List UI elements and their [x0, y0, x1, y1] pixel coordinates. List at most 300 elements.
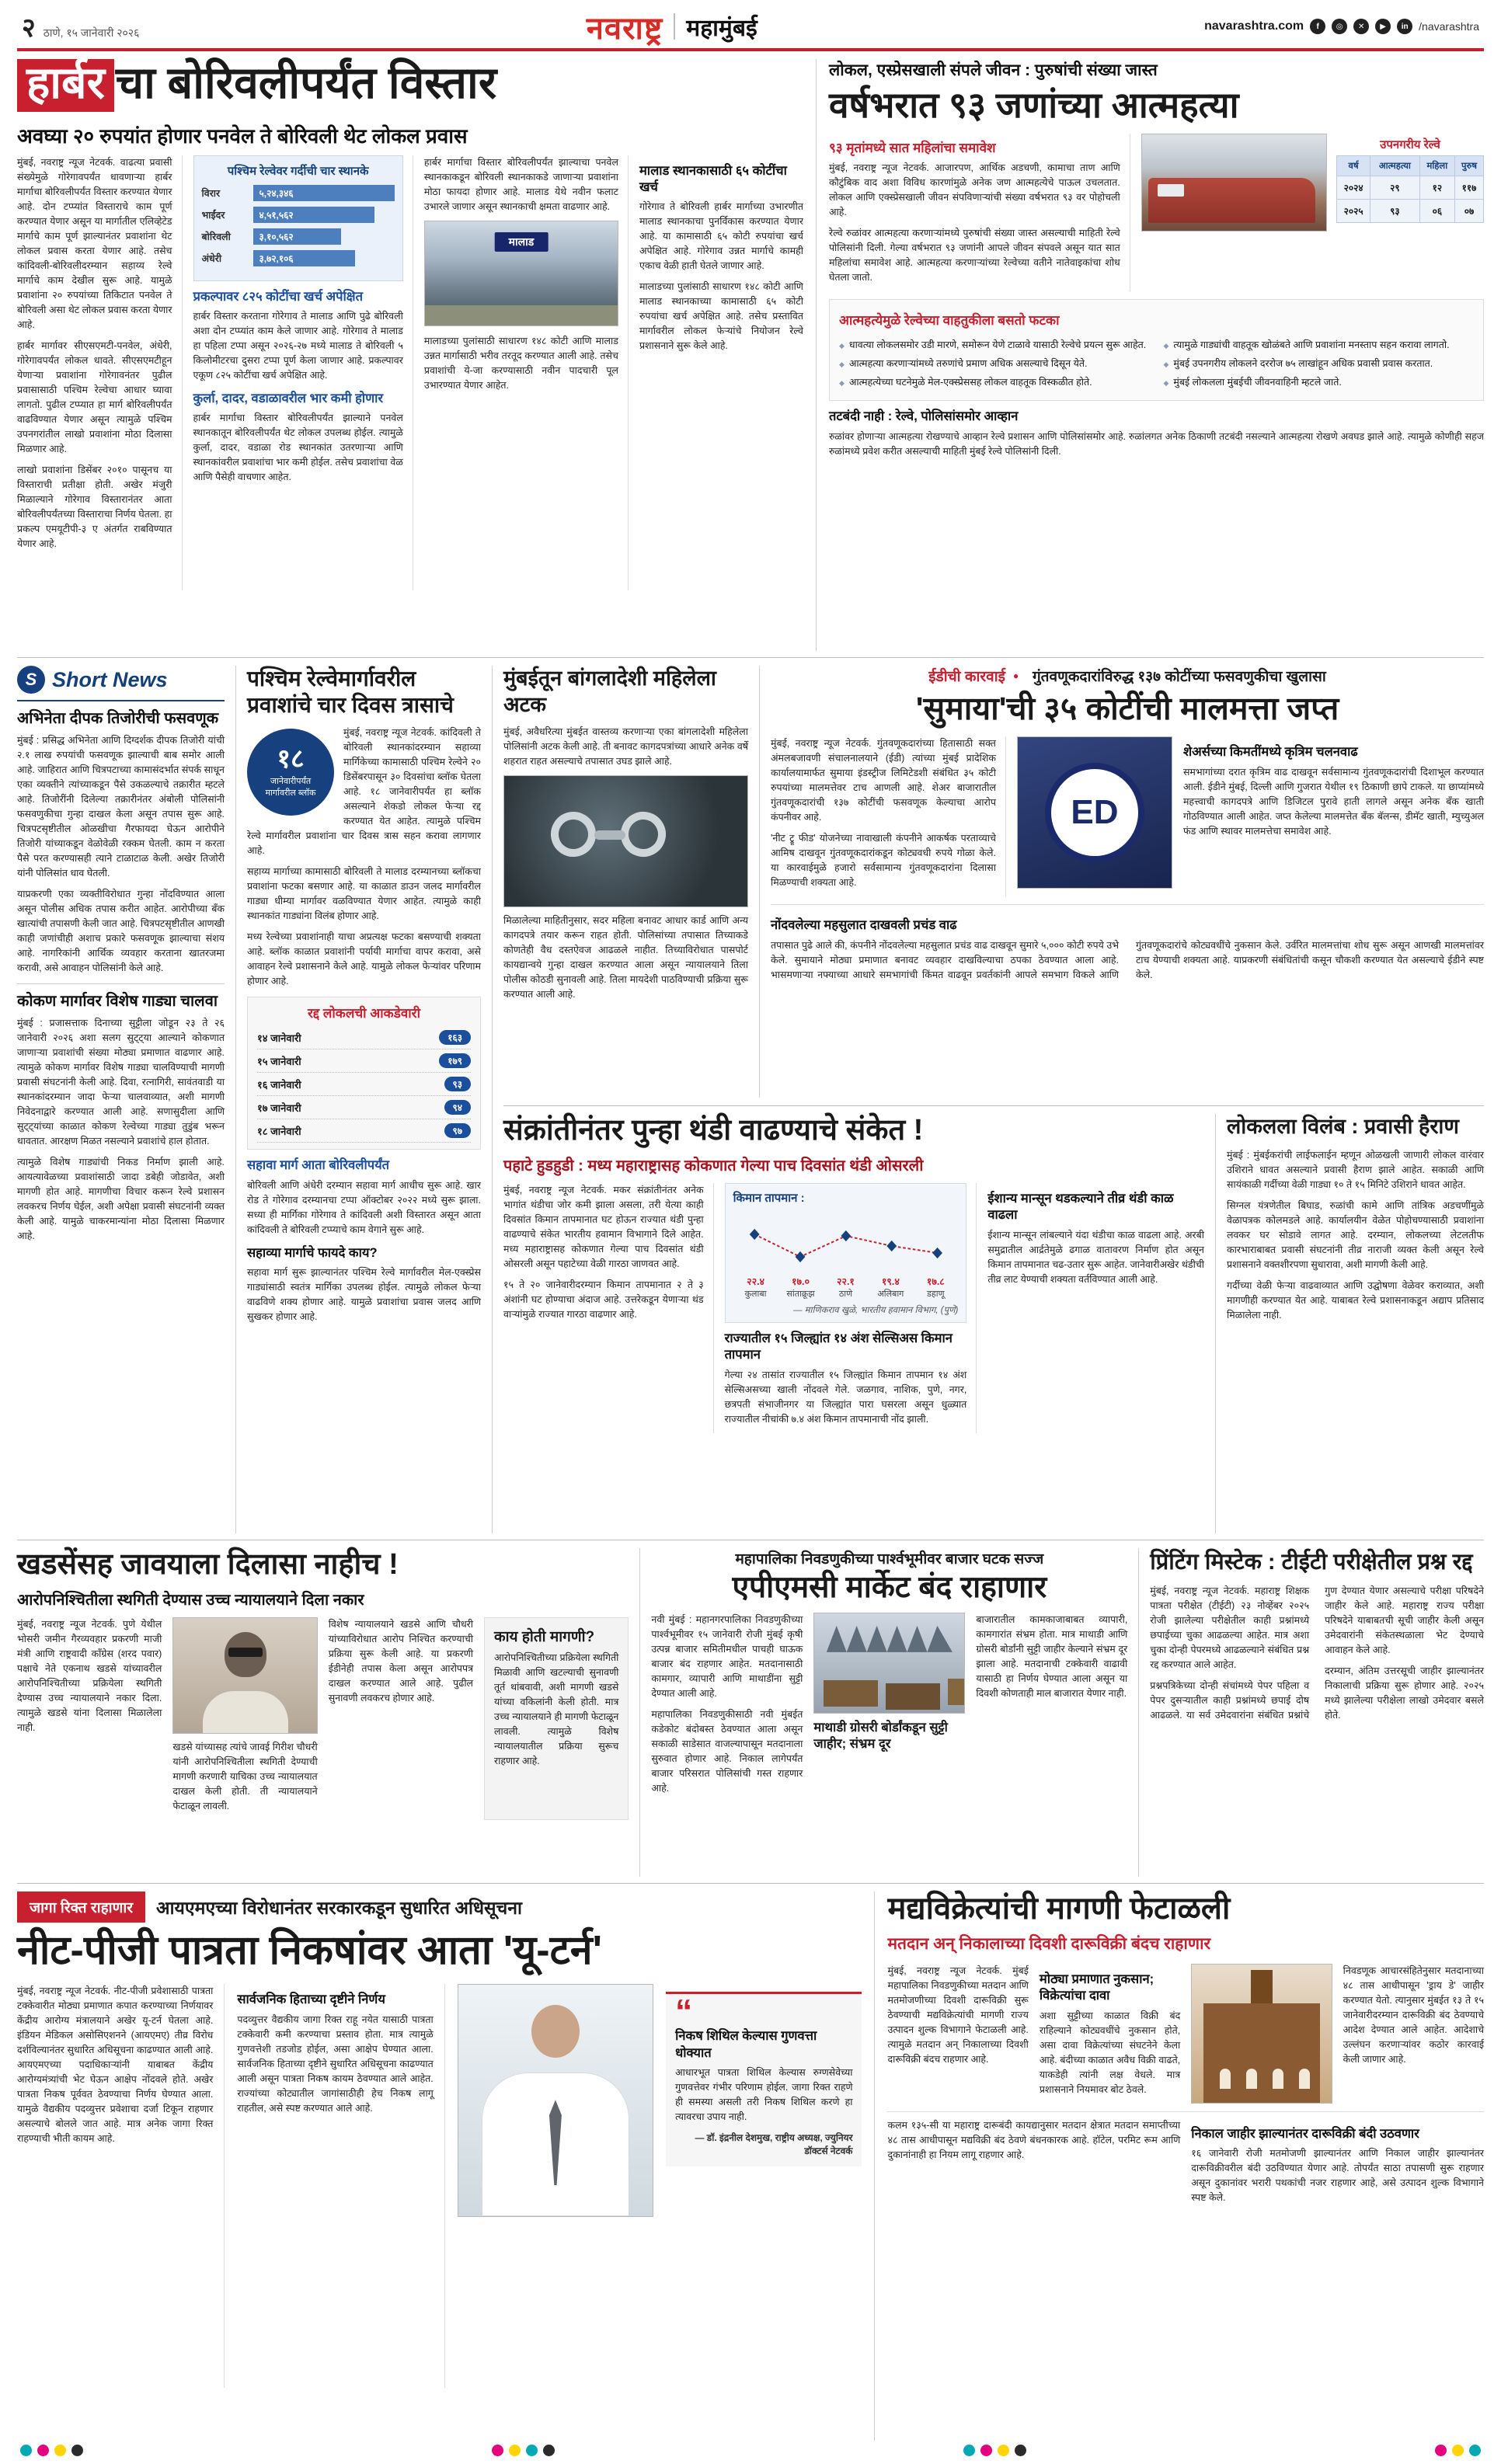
harbor-col-1 [17, 155, 183, 590]
paragraph: सहाय्य मार्गाच्या कामासाठी बोरिवली ते मालाड दरम्यानच्या ब्लॉकचा प्रवाशांना फटका बसणार आहे. या काळात डाउन जलद मार्गावरील गाड्या धीम्या मार्गावर वळविण्यात येणार आहेत. त्यामुळे काही स्थानकांत गाड्यांना विलंब होणार आहे. [247, 866, 481, 922]
cell: १२ [1419, 176, 1454, 199]
registration-dot-group [492, 2445, 555, 2456]
ed-col-1 [771, 736, 1006, 896]
demand-title: काय होती मागणी? [494, 1628, 595, 1645]
yellow-dot [1452, 2445, 1464, 2456]
suicide-subhead: ९३ मृतांमध्ये सात महिलांचा समावेश [828, 140, 996, 155]
quote-attribution: — डॉ. इंद्रनील देशमुख, राष्ट्रीय अध्यक्ष, ज्युनियर डॉक्टर्स नेटवर्क [695, 2132, 853, 2157]
cyan-dot [963, 2445, 975, 2456]
suicide-headline: वर्षभरात ९३ जणांच्या आत्महत्या [828, 85, 1239, 125]
city-name: सांताक्रूझ [786, 1289, 815, 1299]
bar-row [202, 250, 395, 266]
liquor-bottom-col-1 [887, 2118, 1180, 2212]
paragraph: दरम्यान, अंतिम उत्तरसूची जाहीर झाल्यानंतर निकालाची प्रक्रिया सुरू होणार आहे. २०२५ मध्ये झालेल्या परीक्षेला लाखो उमेदवार बसले होते. [1325, 1665, 1484, 1721]
middle-row-2 [503, 1105, 1484, 1533]
article-cold-wave [503, 1114, 1216, 1533]
harbor-headline [17, 59, 803, 112]
liquor-columns [887, 1964, 1484, 2104]
weather-sub2-title: ईशान्य मान्सून थडकल्याने तीव्र थंडी काळ वाढला [987, 1191, 1174, 1223]
badge-text: जानेवारीपर्यंत मार्गावरील ब्लॉक [265, 777, 316, 798]
paragraph: सहावा मार्ग सुरू झाल्यानंतर पश्चिम रेल्वे मार्गावरील मेल-एक्स्प्रेस गाड्यांसाठी स्वतंत्र मार्गिका उपलब्ध होईल. त्यामुळे लोकल फेऱ्या वाढविणे शक्य होणार आहे. यामुळे प्रवाशांचा प्रवास जलद आणि सुखकर होणार आहे. [247, 1267, 481, 1323]
temperature-value: १९.४ [881, 1276, 900, 1287]
paragraph: मुंबई, नवराष्ट्र न्यूज नेटवर्क. मुंबई महापालिका निवडणुकीच्या मतदान आणि मतमोजणीच्या दिवशी दारूविक्री सुरू ठेवण्याची मद्यविक्रेत्यांची मागणी राज्य उत्पादन शुल्क विभागाने फेटाळली आहे. त्यामुळे मतदान अन् निकालाच्या दिवशी दारूविक्री बंदच राहणार आहे. [887, 1965, 1029, 2065]
court-tower [1251, 1970, 1273, 2003]
paragraph: हार्बर विस्तार करताना गोरेगाव ते मालाड आणि पुढे बोरिवली अशा दोन टप्प्यांत काम केले जाणार आहे. गोरेगाव ते मालाड हा पहिला टप्पा असून २०२६-२७ मध्ये मालाड ते बोरिवली ५ किलोमीटरचा दुसरा टप्पा पूर्ण केला जाणार आहे. प्रकल्पावर एकूण ८२५ कोटींचा खर्च अपेक्षित आहे. [193, 310, 403, 381]
paragraph: विशेष न्यायालयाने खडसे आणि चौधरी यांच्याविरोधात आरोप निश्चित करण्याची प्रक्रिया सुरू केली आहे. या प्रकरणी ईडीनेही तपास केला असून आरोपपत्र दाखल करण्यात आले आहे. पुढील सुनावणी लवकरच होणार आहे. [328, 1618, 474, 1704]
edition-date: ठाणे, १५ जानेवारी २०२६ [43, 26, 140, 39]
paragraph: मुंबई, नवराष्ट्र न्यूज नेटवर्क. कांदिवली ते बोरिवली स्थानकांदरम्यान सहाव्या मार्गिकेच्या कामासाठी पश्चिम रेल्वेने २० डिसेंबरपासून ३० दिवसांचा ब्लॉक घेतला आहे. १८ जानेवारीपर्यंत हा ब्लॉक असल्याने शेकडो लोकल फेऱ्या रद्द करण्यात येत आहेत. त्यामुळे पश्चिम रेल्वे मार्गावरील प्रवाशांना चार दिवस त्रास सहन करावा लागणार आहे. [247, 727, 481, 857]
city-cell [733, 1275, 778, 1300]
apmc-market-photo [813, 1613, 965, 1714]
ed-kicker [771, 666, 1484, 686]
divider [17, 983, 225, 984]
liquor-col-photo [1191, 1964, 1332, 2104]
handcuffs-photo [503, 775, 748, 907]
middle-row-1 [503, 666, 1484, 1098]
load-section-title: कुर्ला, दादर, वडाळावरील भार कमी होणार [193, 391, 384, 405]
neet-col-photo [458, 1984, 653, 2388]
bar-value: ३,१०,५६२ [259, 231, 294, 242]
bar-row [202, 228, 395, 245]
suicide-media-column [1141, 134, 1484, 291]
khadse-portrait-photo [172, 1617, 317, 1734]
paragraph: मुंबई, नवराष्ट्र न्यूज नेटवर्क. वाढत्या प्रवासी संख्येमुळे गोरेगावपर्यंत धावणाऱ्या हार्बर मार्गाचा बोरिवलीपर्यंत विस्तार करण्यात येणार आहे. दोन टप्प्यांत विस्ताराचे काम पूर्ण करण्यात येणार असून या मार्गातील एलिव्हेटेड मार्गाचे काम पूर्ण झाल्यानंतर प्रवाशांना थेट लोकल प्रवास करता येणार आहे. तसेच कांदिवली-बोरिवलीदरम्यान सहाय्य रेल्वे मार्गाचे काम देखील सुरू आहे. यामुळे प्रवाशांना २० रुपयांच्या तिकिटात पनवेल ते बोरिवली असा थेट लोकल प्रवास करता येणार आहे. [17, 156, 172, 330]
khadse-col-3 [329, 1617, 473, 1820]
masthead-left [22, 9, 139, 44]
khadse-col-4 [484, 1617, 629, 1820]
bullet: ◆ त्यामुळे गाड्यांची वाहतूक खोळंबते आणि प्रवाशांना मनस्ताप सहन करावा लागतो. [1163, 338, 1474, 352]
magenta-dot [37, 2445, 49, 2456]
quote-text: आधारभूत पात्रता शिथिल केल्यास रुग्णसेवेच्या गुणवत्तेवर गंभीर परिणाम होईल. जागा रिक्त राहणे ही समस्या असली तरी निकष शिथिल करणे हा त्यावरचा उपाय नाही. [675, 2067, 853, 2123]
ed-col-3 [1183, 736, 1484, 896]
sixth-line-title: सहावा मार्ग आता बोरिवलीपर्यंत [247, 1158, 390, 1173]
yellow-dot [54, 2445, 66, 2456]
cancelled-row [257, 1096, 471, 1119]
paragraph: मुंबई, नवराष्ट्र न्यूज नेटवर्क. नीट-पीजी प्रवेशासाठी पात्रता टक्केवारीत मोठ्या प्रमाणात कपात करण्याच्या निर्णयावर केंद्रीय आरोग्य मंत्रालयाने अखेर यू-टर्न घेतला आहे. इंडियन मेडिकल असोसिएशनने (आयएमए) तीव्र विरोध दर्शविल्यानंतर सुधारित अधिसूचना काढण्यात आली आहे. आयएमएच्या पदाधिकाऱ्यांनी याबाबत केंद्रीय आरोग्यमंत्र्यांची भेट घेऊन आक्षेप नोंदवले होते. अखेर पात्रता निकष पूर्ववत ठेवण्याचा निर्णय घेण्यात आला. यामुळे वैद्यकीय पदव्युत्तर प्रवेशाचा दर्जा टिकून राहणार असल्याचे बोलले जात आहे. मात्र अनेक जागा रिक्त राहण्याची भीती कायम आहे. [17, 1985, 214, 2145]
min-temperature-chart [725, 1183, 967, 1323]
table-row [1337, 199, 1484, 222]
article-liquor-ban [875, 1892, 1484, 2441]
paragraph: प्रश्नपत्रिकेच्या दोन्ही संचांमध्ये पेपर पहिला व पेपर दुसऱ्यातील काही प्रश्नांमध्ये छपाई दोष आढळले. या सर्व उमेदवारांना संबंधित प्रश्नांचे गुण देण्यात येणार असल्याचे परीक्षा परिषदेने जाहीर केले आहे. महाराष्ट्र राज्य परीक्षा परिषदेने याबाबतची सूची जाहीर केली असून उमेदवारांनी संकेतस्थळाला भेट देण्याचे आवाहन केले आहे. [1150, 1585, 1484, 1721]
masthead-right [1204, 19, 1479, 34]
paragraph: मुंबई, नवराष्ट्र न्यूज नेटवर्क. महाराष्ट्र शिक्षक पात्रता परीक्षेत (टीईटी) २३ नोव्हेंबर २०२५ रोजी झालेल्या परीक्षेतील काही प्रश्नांमध्ये छपाईच्या चुका आढळल्या आहेत. मात्र अशा चुका दोन्ही पेपरमध्ये आढळल्याने संबंधित प्रश्न रद्द करण्यात आले आहेत. [1150, 1585, 1310, 1671]
neet-columns [17, 1984, 862, 2388]
temperature-value: १७.८ [926, 1276, 945, 1287]
bar-value: ५,२४,३४६ [259, 187, 294, 199]
short-news-column [17, 666, 236, 1533]
liquor-headline: मद्यविक्रेत्यांची मागणी फेटाळली [887, 1892, 1231, 1926]
row-lower-middle [17, 1540, 1484, 1877]
linkedin-icon: in [1397, 19, 1412, 34]
apmc-col-2 [813, 1613, 965, 1802]
bar-row [202, 207, 395, 223]
article-harbor-extension [17, 59, 817, 651]
station-name: विरार [201, 187, 221, 199]
paragraph: रेल्वे रुळांवर आत्महत्या करणाऱ्यांमध्ये पुरुषांची संख्या जास्त असल्याची माहिती रेल्वे पोलिसांनी दिली. गेल्या वर्षभरात ९३ जणांनी आपले जीवन संपवले असून यात सात महिलांचा समावेश आहे. आत्महत्या करणाऱ्यांच्या रेल्वेच्या वतीने नातेवाइकांचा शोध घेतला जातो. [828, 227, 1120, 283]
city-name: कुलाबा [744, 1289, 767, 1299]
social-handle: /navarashtra [1419, 20, 1479, 33]
weather-col-1 [503, 1183, 714, 1433]
neet-topbar [17, 1892, 862, 1923]
chart-city-labels [733, 1275, 959, 1300]
bar-value: ३,७२,१०६ [259, 252, 294, 264]
paragraph: तपासात पुढे आले की, कंपनीने नोंदवलेल्या महसुलात प्रचंड वाढ दाखवून सुमारे ५,००० कोटी रुपये उभे केले. सुमायाने मोठ्या प्रमाणात बनावट व्यवहार दाखविल्याचा ठपका ठेवण्यात आला आहे. भासमणाऱ्या नफ्याच्या आधारे समभागांची किंमत वाढवून प्रवर्तकांनी आपले समभाग विकले आणि गुंतवणूकदारांचे कोट्यवधींचे नुकसान केले. उर्वरित मालमत्तांचा शोध सुरू असून आणखी मालमत्तांवर टाच येण्याची शक्यता आहे. याप्रकरणी संबंधितांची कसून चौकशी करण्यात येत असल्याचे ईडीने स्पष्ट केले. [771, 939, 1484, 980]
short-news-item-title: अभिनेता दीपक तिजोरीची फसवणूक [17, 710, 219, 727]
paragraph: याप्रकरणी एका व्यक्तीविरोधात गुन्हा नोंदविण्यात आला असून पोलीस अधिक तपास करीत आहेत. आरोपीच्या बँक खात्यांची तपासणी केली जात आहे. चित्रपटसृष्टीतील आणखी काही जणांचीही अशाच प्रकारे फसवणूक झाल्याचा संशय आहे. नागरिकांनी आर्थिक व्यवहार करताना खातरजमा करावी, असे आवाहन पोलिसांनी केले आहे. [17, 889, 225, 973]
article-apmc-closed [640, 1548, 1139, 1877]
impact-box [829, 299, 1484, 401]
paragraph: कलम १३५-सी या महाराष्ट्र दारूबंदी कायद्यानुसार मतदान क्षेत्रात मतदान समाप्तीच्या ४८ तास आधीपासून मद्यविक्री बंद ठेवणे बंधनकारक आहे. हॉटेल, परमिट रूम आणि दुकानांनाही हा नियम लागू राहणार आहे. [887, 2119, 1181, 2160]
neet-red-label: जागा रिक्त राहाणार [17, 1892, 145, 1923]
block-badge [247, 729, 334, 816]
paragraph: ईशान्य मान्सून लांबल्याने यंदा थंडीचा काळ वाढला आहे. अरबी समुद्रातील आर्द्रतेमुळे ढगाळ वातावरण निर्माण होत असून किमान तापमानात चढ-उतार सुरू आहेत. जानेवारीअखेर थंडीची तीव्र लाट येण्याची शक्यता वर्तविण्यात आली आहे. [987, 1229, 1204, 1285]
train-photo [1141, 134, 1327, 231]
col-header: वर्ष [1337, 155, 1370, 176]
public-interest-title: सार्वजनिक हिताच्या दृष्टीने निर्णय [237, 1992, 385, 2007]
suicide-text-column [829, 134, 1130, 291]
bar [253, 185, 395, 201]
portrait-torso [203, 1691, 288, 1733]
city-name: डहाणू [927, 1289, 945, 1299]
apmc-columns [651, 1613, 1127, 1802]
paragraph: नवी मुंबई : महानगरपालिका निवडणुकीच्या पार्श्वभूमीवर १५ जानेवारी रोजी मुंबई कृषी उत्पन्न बाजार समितीमधील पाचही घाऊक बाजार बंद राहणार आहेत. मतदानासाठी कामगार, व्यापारी आणि माथाडींना सुट्टी देण्यात आली आहे. [651, 1613, 803, 1699]
temperature-line-chart [733, 1209, 959, 1269]
portrait-glasses [228, 1648, 263, 1657]
cancelled-row [257, 1026, 471, 1049]
city-cell [823, 1275, 868, 1300]
khadse-columns [17, 1617, 629, 1820]
paragraph: मुंबई, नवराष्ट्र न्यूज नेटवर्क. गुंतवणूकदारांच्या हितासाठी सक्त अंमलबजावणी संचालनालयाने (ईडी) त्यांच्या मुंबई प्रादेशिक कार्यालयामार्फत सुमाया इंडस्ट्रीज लिमिटेडशी संबंधित ३५ कोटी रुपयांच्या मालमत्तेवर टाच आणली आहे. शेअर बाजारातील गुंतवणूकदारांची १३७ कोटींची फसवणूक केल्याचा आरोप कंपनीवर आहे. [771, 738, 996, 823]
paragraph: पदव्युत्तर वैद्यकीय जागा रिक्त राहू नयेत यासाठी पात्रता टक्केवारी कमी करण्याचा प्रस्ताव होता. मात्र त्यामुळे गुणवत्तेशी तडजोड होईल, असा आक्षेप घेण्यात आला. सार्वजनिक हिताच्या दृष्टीने सुधारित अधिसूचना काढण्यात आली असून पात्रता निकष कायम ठेवण्यात आले आहेत. राज्यांच्या कोट्यातील जागांसाठीही हेच निकष लागू राहतील, असे स्पष्ट करण्यात आले आहे. [237, 2013, 434, 2114]
registration-dot-group [963, 2445, 1026, 2456]
ed-logo: ED [1045, 763, 1144, 862]
registration-dot-group [20, 2445, 83, 2456]
paragraph: मुंबई, नवराष्ट्र न्यूज नेटवर्क. पुणे येथील भोसरी जमीन गैरव्यवहार प्रकरणी माजी मंत्री आणि राष्ट्रवादी काँग्रेस (शरद पवार) पक्षाचे नेते एकनाथ खडसे यांच्यावरील आरोपनिश्चितीच्या प्रक्रियेला स्थगिती देण्यास उच्च न्यायालयाने नकार दिला. त्यामुळे खडसे यांना दिलासा मिळालेला नाही. [17, 1618, 162, 1733]
masthead [17, 9, 1484, 51]
city-cell [868, 1275, 913, 1300]
col-header: पुरुष [1455, 155, 1484, 176]
date: १५ जानेवारी [257, 1055, 301, 1067]
apmc-headline: एपीएमसी मार्केट बंद राहाणार [732, 1571, 1047, 1604]
bullet: ◆ मुंबई लोकलला मुंबईची जीवनवाहिनी म्हटले जाते. [1163, 375, 1474, 389]
harbor-subhead: अवघ्या २० रुपयांत होणार पनवेल ते बोरिवली थेट लोकल प्रवास [17, 124, 468, 148]
article-bangladeshi-arrest [503, 666, 760, 1098]
x-icon: ✕ [1353, 19, 1369, 34]
bar-track [253, 207, 395, 223]
liquor-bottom [887, 2111, 1484, 2212]
cell: ०६ [1419, 199, 1454, 222]
harbor-col-2 [193, 155, 413, 590]
court-building-photo [1191, 1964, 1332, 2104]
article-tet-questions [1139, 1548, 1484, 1877]
ed-sub1-title: शेअर्सच्या किमतींमध्ये कृत्रिम चलनवाढ [1182, 745, 1358, 760]
registration-marks [20, 2445, 1481, 2456]
weather-col-2 [725, 1183, 977, 1433]
date: १६ जानेवारी [257, 1078, 301, 1091]
city-name: ठाणे [838, 1289, 853, 1299]
cancelled-row [257, 1119, 471, 1143]
ed-logo-photo [1017, 736, 1172, 889]
article-neet-pg-uturn [17, 1892, 875, 2441]
platform [425, 305, 618, 325]
count-badge: ९७ [444, 1123, 471, 1138]
apmc-kicker: महापालिका निवडणुकीच्या पार्श्वभूमीवर बाजार घटक सज्ज [735, 1551, 1044, 1568]
khadse-col-1 [17, 1617, 162, 1820]
short-news-header [17, 666, 225, 701]
paragraph: गेल्या २४ तासांत राज्यातील १५ जिल्ह्यांत किमान तापमान १४ अंश सेल्सिअसच्या खाली नोंदवले गेले. जळगाव, नाशिक, पुणे, नगर, छत्रपती संभाजीनगर या जिल्ह्यांत पारा घसरला असून धुळ्यात राज्यातील नीचांकी ७.४ अंश किमान तापमानाची नोंद झाली. [724, 1369, 967, 1425]
paragraph: हार्बर मार्गाचा विस्तार बोरिवलीपर्यंत झाल्याचा पनवेल स्थानकाकडून बोरिवली स्थानकाकडे जाणाऱ्या प्रवाशांना मोठा फायदा होणार आहे. मालाड येथे नवीन फलाट उभारले जाणार असून स्थानकाची क्षमता वाढणार आहे. [423, 156, 618, 212]
paragraph: मुंबई : मुंबईकरांची लाईफलाईन म्हणून ओळखली जाणारी लोकल वारंवार उशिराने धावत असल्याने प्रवासी हैराण झाले आहेत. सकाळी आणि सायंकाळी गर्दीच्या वेळी गाड्या १० ते १५ मिनिटे उशिराने धावत आहेत. [1227, 1149, 1484, 1190]
paragraph: मुंबई : प्रजासत्ताक दिनाच्या सुट्टीला जोडून २३ ते २६ जानेवारी २०२६ अशा सलग सुट्ट्या आल्याने कोकणात जाणाऱ्या प्रवाशांची संख्या मोठ्या प्रमाणात वाढणार आहे. त्यामुळे कोकण मार्गावर विशेष गाड्या चालविण्याची मागणी प्रवासी संघटनांनी केली आहे. दिवा, रत्नागिरी, सावंतवाडी या स्थानकांदरम्यान जादा फेऱ्या चालवाव्यात, अशी मागणी निवेदनाद्वारे करण्यात आली आहे. सणासुदीला आणि सुट्ट्यांच्या काळात कोकण रेल्वेच्या गाड्या तुडुंब भरून धावतात. आरक्षण मिळत नसल्याने प्रवाशांचे हाल होतात. [17, 1018, 225, 1147]
bar-track [253, 185, 395, 201]
bar-track [253, 228, 395, 245]
row-top [17, 51, 1484, 651]
date: १७ जानेवारी [257, 1101, 301, 1114]
youtube-icon: ▶ [1375, 19, 1391, 34]
article-khadse-hc [17, 1548, 640, 1877]
tatbandi-title: तटबंदी नाही : रेल्वे, पोलिसांसमोर आव्हान [828, 409, 1019, 424]
loss-title: मोठ्या प्रमाणात नुकसान; विक्रेत्यांचा दावा [1039, 1972, 1154, 2003]
paragraph: खडसे यांच्यासह त्यांचे जावई गिरीश चौधरी यांनी आरोपनिश्चितीला स्थगिती देण्याची मागणी करणारी याचिका उच्च न्यायालयात दाखल केली होती. ती न्यायालयाने फेटाळून लावली. [172, 1741, 318, 1811]
paragraph: 'नीट ट्रू फीड' योजनेच्या नावाखाली कंपनीने आकर्षक परताव्याचे आमिष दाखवून गुंतवणूकदारांकडून कोट्यवधी रुपये गोळा केले. या कारवाईमुळे हजारो सर्वसामान्य गुंतवणूकदारांना दिलासा मिळण्याची शक्यता आहे. [771, 833, 996, 889]
chart-title: पश्चिम रेल्वेवर गर्दीची चार स्थानके [227, 164, 369, 178]
section-name: महामुंबई [686, 15, 757, 41]
masthead-divider [674, 13, 675, 40]
black-dot [1015, 2445, 1026, 2456]
ed-kicker-label: ईडीची कारवाई [928, 669, 1005, 685]
suicide-kicker: लोकल, एस्प्रेसखाली संपले जीवन : पुरुषांची संख्या जास्त [828, 61, 1158, 79]
cancelled-locals-box [247, 997, 481, 1150]
weather-sub1-title: राज्यातील १५ जिल्ह्यांत १४ अंश सेल्सिअस किमान तापमान [724, 1331, 952, 1363]
count-badge: १७९ [439, 1053, 471, 1068]
liquor-col-3 [1343, 1964, 1484, 2104]
bullet-icon: ● [1012, 670, 1019, 681]
paragraph: मध्य रेल्वेच्या प्रवाशांनाही याचा अप्रत्यक्ष फटका बसण्याची शक्यता आहे. ब्लॉक काळात प्रवाशांनी पर्यायी मार्गाचा वापर करावा, असे आवाहन रेल्वे प्रशासनाने केले आहे. यामुळे लोकल फेऱ्यांवर परिणाम होणार आहे. [247, 931, 481, 987]
chart-attribution: — माणिकराव खुळे, भारतीय हवामान विभाग, (पुणे) [792, 1305, 959, 1315]
lift-title: निकाल जाहीर झाल्यानंतर दारूविक्री बंदी उठवणार [1191, 2126, 1419, 2141]
apmc-sublabel: माथाडी ग्रोसरी बोर्डांकडून सुट्टी जाहीर; संभ्रम दूर [813, 1720, 948, 1752]
weather-subhead: पहाटे हुडहुडी : मध्य महाराष्ट्रासह कोकणात गेल्या पाच दिवसांत थंडी ओसरली [503, 1157, 924, 1175]
chart-title: किमान तापमान : [733, 1191, 805, 1205]
paragraph: बोरिवली आणि अंधेरी दरम्यान सहावा मार्ग आधीच सुरू आहे. खार रोड ते गोरेगाव दरम्यानचा टप्पा ऑक्टोबर २०२२ मध्ये सुरू झाला. सध्या ही मार्गिका गोरेगाव ते कांदिवली अशी विस्तारत असून आता कांदिवली ते बोरिवली टप्प्याचे काम वेगाने सुरू आहे. [247, 1179, 481, 1235]
date: १८ जानेवारी [257, 1125, 301, 1137]
bar [253, 228, 341, 245]
impact-title: आत्महत्येमुळे रेल्वेच्या वाहतुकीला बसतो फटका [838, 312, 1060, 328]
paragraph: सिग्नल यंत्रणेतील बिघाड, रुळांची कामे आणि तांत्रिक अडचणींमुळे वेळापत्रक कोलमडले आहे. कार्यालयीन वेळेत पोहोचण्यासाठी प्रवाशांना लवकर घर सोडावे लागत आहे. दरम्यान, लोकलच्या लेटलतीफ कारभ‍ाराबाबत प्रवासी संघटनांनी तीव्र नाराजी व्यक्त केली असून रेल्वे प्रशासनाने वक्तशीरपणा सुधारावा, अशी मागणी केली आहे. [1227, 1199, 1484, 1270]
doctor-head [531, 2005, 580, 2058]
badge-number: १८ [277, 744, 305, 774]
market-roof [827, 1626, 952, 1652]
black-dot [543, 2445, 555, 2456]
station-name: अंधेरी [201, 252, 222, 264]
cell: ९३ [1370, 199, 1419, 222]
headline-rest: चा बोरिवलीपर्यंत विस्तार [115, 58, 497, 108]
train-window [1158, 184, 1184, 197]
neet-kicker: आयएमएच्या विरोधानंतर सरकारकडून सुधारित अधिसूचना [156, 1898, 522, 1918]
westrail-headline: पश्चिम रेल्वेमार्गावरील प्रवाशांचे चार दिवस त्रासाचे [247, 666, 454, 717]
paragraph: मुंबई : प्रसिद्ध अभिनेता आणि दिग्दर्शक दीपक तिजोरी यांची २.१ लाख रुपयांची फसवणूक झाल्याची बाब समोर आली आहे. जाहिरात आणि चित्रपटाच्या कामासंदर्भात संपर्क साधून एका व्यक्तीने त्यांच्याकडून पैसे उकळल्याचे तक्रारीत म्हटले आहे. तिजोरींनी दिलेल्या तक्रारीनंतर अंबोली पोलिसांनी फसवणुकीचा गुन्हा दाखल केला असून तपास सुरू आहे. चित्रपटसृष्टीतील ओळखीचा गैरफायदा घेऊन आरोपीने तिजोरी यांच्याकडून वेळोवेळी रक्कम घेतली. काम न करता पैसे परत करण्यासही त्याने टाळाटाळ केली. अखेर तिजोरी यांनी पोलिसांत धाव घेतली. [17, 735, 225, 879]
paragraph: हार्बर मार्गावर सीएसएमटी-पनवेल, अंधेरी, गोरेगावपर्यंत लोकल धावते. सीएसएमटीहून येणाऱ्या प्रवाशांना गोरेगावनंतर पुढील प्रवासासाठी पश्चिम रेल्वेचा आधार घ्यावा लागतो. पुढील टप्प्यात हा मार्ग बोरिवलीपर्यंत वाढविण्यात येणार असून त्यामुळे पश्चिम उपनगरांतील लाखो प्रवाशांना मोठा दिलासा मिळणार आहे. [17, 339, 172, 454]
tet-body [1150, 1584, 1484, 1726]
paragraph: त्यामुळे विशेष गाड्यांची निकड निर्माण झाली आहे. आयत्यावेळच्या प्रवाशांसाठी जादा डबेही जोडावेत, अशी मागणी होत आहे. मागणीचा विचार करून रेल्वे प्रशासन लवकरच निर्णय घेईल, अशी अपेक्षा प्रवासी संघटनांनी व्यक्त केली आहे. यामुळे चाकरमान्यांना मोठा दिलासा मिळणार आहे. [17, 1157, 225, 1241]
paragraph: समभागांच्या दरात कृत्रिम वाढ दाखवून सर्वसामान्य गुंतवणूकदारांची दिशाभूल करण्यात आली. ईडीने मुंबई, दिल्ली आणि गुजरात येथील १९ ठिकाणी छापे टाकले. या छाप्यांमध्ये महत्त्वाची कागदपत्रे आणि डिजिटल पुरावे हाती लागले असून अनेक बँक खाती गोठविण्यात आली आहेत. जप्त केलेल्या मालमत्तेत बँक बॅलन्स, डीमॅट खाती, म्युच्युअल फंड आणि स्थावर मालमत्तेचा समावेश आहे. [1182, 766, 1484, 837]
city-cell [913, 1275, 958, 1300]
short-news-icon: S [17, 666, 45, 694]
cell: २९ [1370, 176, 1419, 199]
bar-row [202, 185, 395, 201]
paragraph: बाजारातील कामकाजाबाबत व्यापारी, कामगारांत संभ्रम होता. मात्र माथाडी आणि ग्रोसरी बोर्डांनी सुट्टी जाहीर केल्याने संभ्रम दूर झाला आहे. मतदानाची टक्केवारी वाढावी यासाठी हा निर्णय घेण्यात आला असून या दिवशी कोणताही माल बाजारात येणार नाही. [976, 1613, 1128, 1699]
table-header-row [1337, 155, 1484, 176]
handcuff-ring [547, 807, 601, 861]
temperature-value: २२.१ [836, 1276, 855, 1287]
col-header: महिला [1419, 155, 1454, 176]
station-name: बोरिवली [201, 231, 231, 242]
bangla-headline: मुंबईतून बांगलादेशी महिलेला अटक [503, 666, 716, 716]
market-crates [824, 1680, 878, 1707]
middle-stack [493, 666, 1484, 1533]
bullet: ◆ मुंबई उपनगरीय लोकलने दररोज ७५ लाखांहून अधिक प्रवासी प्रवास करतात. [1163, 357, 1474, 371]
article-local-delays [1216, 1114, 1484, 1533]
bullet: ◆ धावत्या लोकलसमोर उडी मारणे, समोरून येणे टाळावे यासाठी रेल्वेचे प्रयत्न सुरू आहेत. [839, 338, 1150, 352]
paragraph: मालाडच्या पुलांसाठी साधारण १४८ कोटी आणि मालाड स्थानकाच्या कामासाठी ६५ कोटी रुपयांचा खर्च अपेक्षित आहे. तसेच प्रस्तावित मार्गावरील लोकल फेऱ्यांचे नियोजन रेल्वे प्रशासनाने सुरू केले आहे. [639, 281, 803, 352]
paragraph: आरोपनिश्चितीच्या प्रक्रियेला स्थगिती मिळावी आणि खटल्याची सुनावणी तूर्त थांबवावी, अशी मागणी खडसे यांच्या वकिलांनी केली होती. मात्र उच्च न्यायालयाने ही मागणी फेटाळून लावली. त्यामुळे विशेष न्यायालयातील प्रक्रिया सुरूच राहणार आहे. [494, 1651, 619, 1766]
cancelled-title: रद्द लोकलची आकडेवारी [307, 1006, 421, 1021]
neet-headline: नीट-पीजी पात्रता निकषांवर आता 'यू-टर्न' [17, 1928, 603, 1973]
station-name: भाईंदर [201, 209, 225, 221]
cell: ०७ [1455, 199, 1484, 222]
paragraph: मुंबई, नवराष्ट्र न्यूज नेटवर्क. आजारपण, आर्थिक अडचणी, कामाचा ताण आणि कौटुंबिक वाद अशा विविध कारणांमुळे अनेक जण आत्महत्येचे पाऊल उचलतात. लोकल आणि एक्स्प्रेसखाली जीवन संपविणाऱ्यांची संख्या वर्षभरात ९३ वर पोहोचली आहे. [828, 162, 1120, 218]
yellow-dot [998, 2445, 1009, 2456]
cyan-dot [20, 2445, 32, 2456]
vilamb-headline: लोकलला विलंब : प्रवासी हैराण [1227, 1115, 1459, 1138]
tet-headline: प्रिंटिंग मिस्टेक : टीईटी परीक्षेतील प्रश्न रद्द [1150, 1550, 1473, 1575]
article-western-rail-block [236, 666, 493, 1533]
article-ed-seizure [760, 666, 1484, 1098]
benefits-title: सहाव्या मार्गाचे फायदे काय? [247, 1245, 378, 1260]
weather-columns [503, 1183, 1204, 1433]
harbor-col-4 [639, 155, 803, 590]
headline-highlight: हार्बर [17, 59, 114, 112]
paragraph: महापालिका निवडणुकीसाठी नवी मुंबईत कडेकोट बंदोबस्त ठेवण्यात आला असून सकाळी साडेसात वाजल्यापासून मतदानाला सुरुवात होणार आहे. निकाल लागेपर्यंत बाजार परिसरात पोलिसांची गस्त राहणार आहे. [651, 1708, 803, 1794]
ed-columns [771, 736, 1484, 896]
handcuff-chain [594, 830, 625, 840]
short-news-item-title: कोकण मार्गावर विशेष गाड्या चालवा [17, 993, 218, 1010]
liquor-col-1 [887, 1964, 1028, 2104]
paragraph: मुंबई, अवैधरित्या मुंबईत वास्तव्य करणाऱ्या एका बांगलादेशी महिलेला पोलिसांनी अटक केली आहे. ती बनावट कागदपत्रांच्या आधारे अनेक वर्षे शहरात राहत असल्याचे तपासात उघड झाले आहे. [503, 726, 748, 767]
train-engine [1148, 178, 1315, 223]
masthead-center [587, 5, 757, 48]
demand-box [484, 1617, 629, 1820]
paragraph: हार्बर मार्गाचा विस्तार बोरिवलीपर्यंत झाल्याने पनवेल स्थानकातून बोरिवलीपर्यंत थेट लोकल उपलब्ध होईल. त्यामुळे कुर्ला, दादर, वडाळा रोड स्थानकांत उतरणाऱ्या आणि स्थानकांवरील प्रवाशांचा भार कमी होईल. तसेच प्रवाशांचा वेळ आणि पैसेही वाचणार आहेत. [193, 412, 403, 483]
table-title: उपनगरीय रेल्वे [1380, 137, 1440, 151]
website-url: navarashtra.com [1204, 19, 1304, 33]
temperature-value: २२.४ [747, 1276, 765, 1287]
cost-section-title: प्रकल्पावर ८२५ कोटींचा खर्च अपेक्षित [193, 289, 364, 304]
suburban-rail-table [1336, 134, 1484, 223]
quote-icon: “ [675, 1992, 693, 2031]
registration-dot-group [1435, 2445, 1481, 2456]
malad-station-photo [424, 221, 618, 326]
khadse-subhead: आरोपनिश्चितीला स्थगिती देण्यास उच्च न्यायालयाने दिला नकार [17, 1591, 364, 1609]
cell: ११७ [1455, 176, 1484, 199]
suicide-top [829, 134, 1484, 291]
quote-title: निकष शिथिल केल्यास गुणवत्ता धोक्यात [675, 2029, 817, 2060]
row-bottom [17, 1883, 1484, 2441]
ed-sub2-title: नोंदवलेल्या महसुलात दाखवली प्रचंड वाढ [771, 918, 957, 933]
city-cell [778, 1275, 824, 1300]
impact-columns [839, 333, 1474, 394]
cell: २०२४ [1337, 176, 1370, 199]
article-rail-suicides [817, 59, 1484, 651]
yellow-dot [509, 2445, 521, 2456]
magenta-dot [980, 2445, 992, 2456]
cancelled-row [257, 1073, 471, 1096]
harbor-col-3 [424, 155, 629, 590]
neet-col-2 [237, 1984, 444, 2388]
khadse-headline: खडसेंसह जावयाला दिलासा नाहीच ! [17, 1548, 399, 1581]
count-badge: ९३ [444, 1077, 471, 1091]
magenta-dot [492, 2445, 503, 2456]
paragraph: अशा सुट्टीच्या काळात विक्री बंद राहिल्याने कोट्यवधींचे नुकसान होते, असा दावा विक्रेत्यांच्या संघटनेने केला आहे. बंदीच्या काळात अवैध विक्री वाढते, याकडेही त्यांनी लक्ष वेधले. मात्र प्रशासनाने नियमावर बोट ठेवले. [1039, 2010, 1181, 2095]
impact-list-left [839, 333, 1150, 394]
paragraph: गोरेगाव ते बोरिवली हार्बर मार्गाच्या उभारणीत मालाड स्थानकाचा पुनर्विकास करण्यात येणार आहे. या कामासाठी ६५ कोटी रुपयांचा खर्च अपेक्षित आहे. गोरेगाव उन्नत मार्गाचे कामही एकाच वेळी हाती घेतले जाणार आहे. [639, 201, 803, 272]
cyan-dot [1469, 2445, 1481, 2456]
khadse-col-2 [172, 1617, 317, 1820]
suicide-table-wrap [1336, 134, 1484, 291]
malad-section-title: मालाड स्थानकासाठी ६५ कोटींचा खर्च [639, 163, 787, 194]
page-number: २ [22, 13, 36, 43]
ed-sub2-section [771, 904, 1484, 982]
apmc-col-1 [651, 1613, 803, 1802]
short-news-title: Short News [52, 667, 168, 691]
count-badge: १६३ [439, 1030, 471, 1045]
paragraph: मुंबई, नवराष्ट्र न्यूज नेटवर्क. मकर संक्रांतीनंतर अनेक भागांत थंडीचा जोर कमी झाला असला, तरी येत्या काही दिवसांत किमान तापमानात घट होऊन राज्यात थंडी पुन्हा वाढण्याचे संकेत भारतीय हवामान विभागाने दिले आहेत. मध्य महाराष्ट्रासह कोकणात गेल्या पाच दिवसांत थंडी ओसरली असून पहाटेच्या वेळी गारठा जाणवत आहे. [503, 1184, 704, 1269]
apmc-col-3 [976, 1613, 1127, 1802]
liquor-bottom-col-2 [1191, 2118, 1484, 2212]
paragraph: निवडणूक आचारसंहितेनुसार मतदानाच्या ४८ तास आधीपासून 'ड्राय डे' जाहीर करण्यात येतो. त्यानुसार मुंबईत १३ ते १५ जानेवारीदरम्यान दारूविक्री बंद ठेवण्याचे आदेश देण्यात आले आहेत. आदेशाचे उल्लंघन करणाऱ्यांवर कठोर कारवाई केली जाणार आहे. [1343, 1965, 1485, 2065]
doctor-photo [458, 1984, 653, 2217]
court-windows [1220, 2069, 1231, 2089]
date: १४ जानेवारी [257, 1032, 301, 1044]
cyan-dot [526, 2445, 538, 2456]
paragraph: गर्दीच्या वेळी फेऱ्या वाढवाव्यात आणि उद्घोषणा वेळेवर कराव्यात, अशी मागणीही करण्यात येत आहे. याबाबत रेल्वे प्रशासनाकडून अद्याप प्रतिसाद मिळालेला नाही. [1227, 1279, 1484, 1321]
bullet: ◆ आत्महत्येच्या घटनेमुळे मेल-एक्स्प्रेससह लोकल वाहतूक विस्कळीत होते. [839, 375, 1150, 389]
bar-track [253, 250, 395, 266]
harbor-columns [17, 155, 803, 590]
col-header: आत्महत्या [1370, 155, 1419, 176]
newspaper-logo: नवराष्ट्र [586, 11, 663, 46]
impact-list-right [1163, 333, 1474, 394]
paragraph: मालाडच्या पुलांसाठी साधारण १४८ कोटी आणि मालाड उन्नत मार्गासाठी भरीव तरतूद करण्यात आली आहे. तसेच प्रवाशांची ये-जा करण्यासाठी नवीन पादचारी पूल उभारण्यात येणार आहेत. [423, 335, 618, 391]
weather-col-3 [987, 1183, 1204, 1433]
temperature-value: १७.० [792, 1276, 810, 1287]
paragraph: लाखो प्रवाशांना डिसेंबर २०१० पासूनच या विस्ताराची प्रतीक्षा होती. अखेर मंजुरी मिळाल्याने गोरेगाव विस्तारानंतर आता बोरिवलीपर्यंतच्या विस्ताराचा निर्णय घेतला. हा प्रकल्प एमयूटीपी-३ ए अंतर्गत राबविण्यात येणार आहे. [17, 464, 172, 549]
bullet: ◆ आत्महत्या करणाऱ्यांमध्ये तरुणांचे प्रमाण अधिक असल्याचे दिसून येते. [839, 357, 1150, 371]
neet-col-quote [666, 1984, 862, 2388]
cancelled-row [257, 1049, 471, 1073]
facebook-icon: f [1310, 19, 1325, 34]
paragraph: मिळालेल्या माहितीनुसार, सदर महिला बनावट आधार कार्ड आणि अन्य कागदपत्रे तयार करून राहत होती. पोलिसांच्या तपासात तिच्याकडे कोणतेही वैध दस्तऐवज आढळले नाहीत. तिच्याविरोधात पासपोर्ट कायद्यान्वये गुन्हा दाखल करण्यात आला असून न्यायालयाने तिला पोलीस कोठडी सुनावली आहे. तिला मायदेशी पाठविण्याची प्रक्रिया सुरू करण्यात आली आहे. [503, 914, 748, 1000]
liquor-col-2 [1040, 1964, 1180, 2104]
row-middle [17, 657, 1484, 1533]
crowded-stations-chart [193, 155, 403, 281]
count-badge: ९४ [444, 1100, 471, 1115]
quote-box [666, 1992, 862, 2166]
paragraph: रुळांवर होणाऱ्या आत्महत्या रोखण्याचे आव्हान रेल्वे प्रशासन आणि पोलिसांसमोर आहे. रुळांलगत अनेक ठिकाणी तटबंदी नसल्याने आत्महत्या रोखणे अवघड झाले आहे. त्यामुळे कोणीही सहज रुळांमध्ये प्रवेश करीत असल्याची माहिती मुंबई रेल्वे पोलिसांनी दिली. [828, 430, 1484, 457]
cell: २०२५ [1337, 199, 1370, 222]
paragraph: १५ ते २० जानेवारीदरम्यान किमान तापमानात २ ते ३ अंशांनी घट होण्याचा अंदाज आहे. उत्तरेकडून येणाऱ्या थंड वाऱ्यांमुळे राज्यात गारठा वाढणार आहे. [503, 1279, 704, 1320]
ed-kicker-text: गुंतवणूकदारांविरुद्ध १३७ कोटींच्या फसवणुकीचा खुलासा [1032, 669, 1326, 685]
